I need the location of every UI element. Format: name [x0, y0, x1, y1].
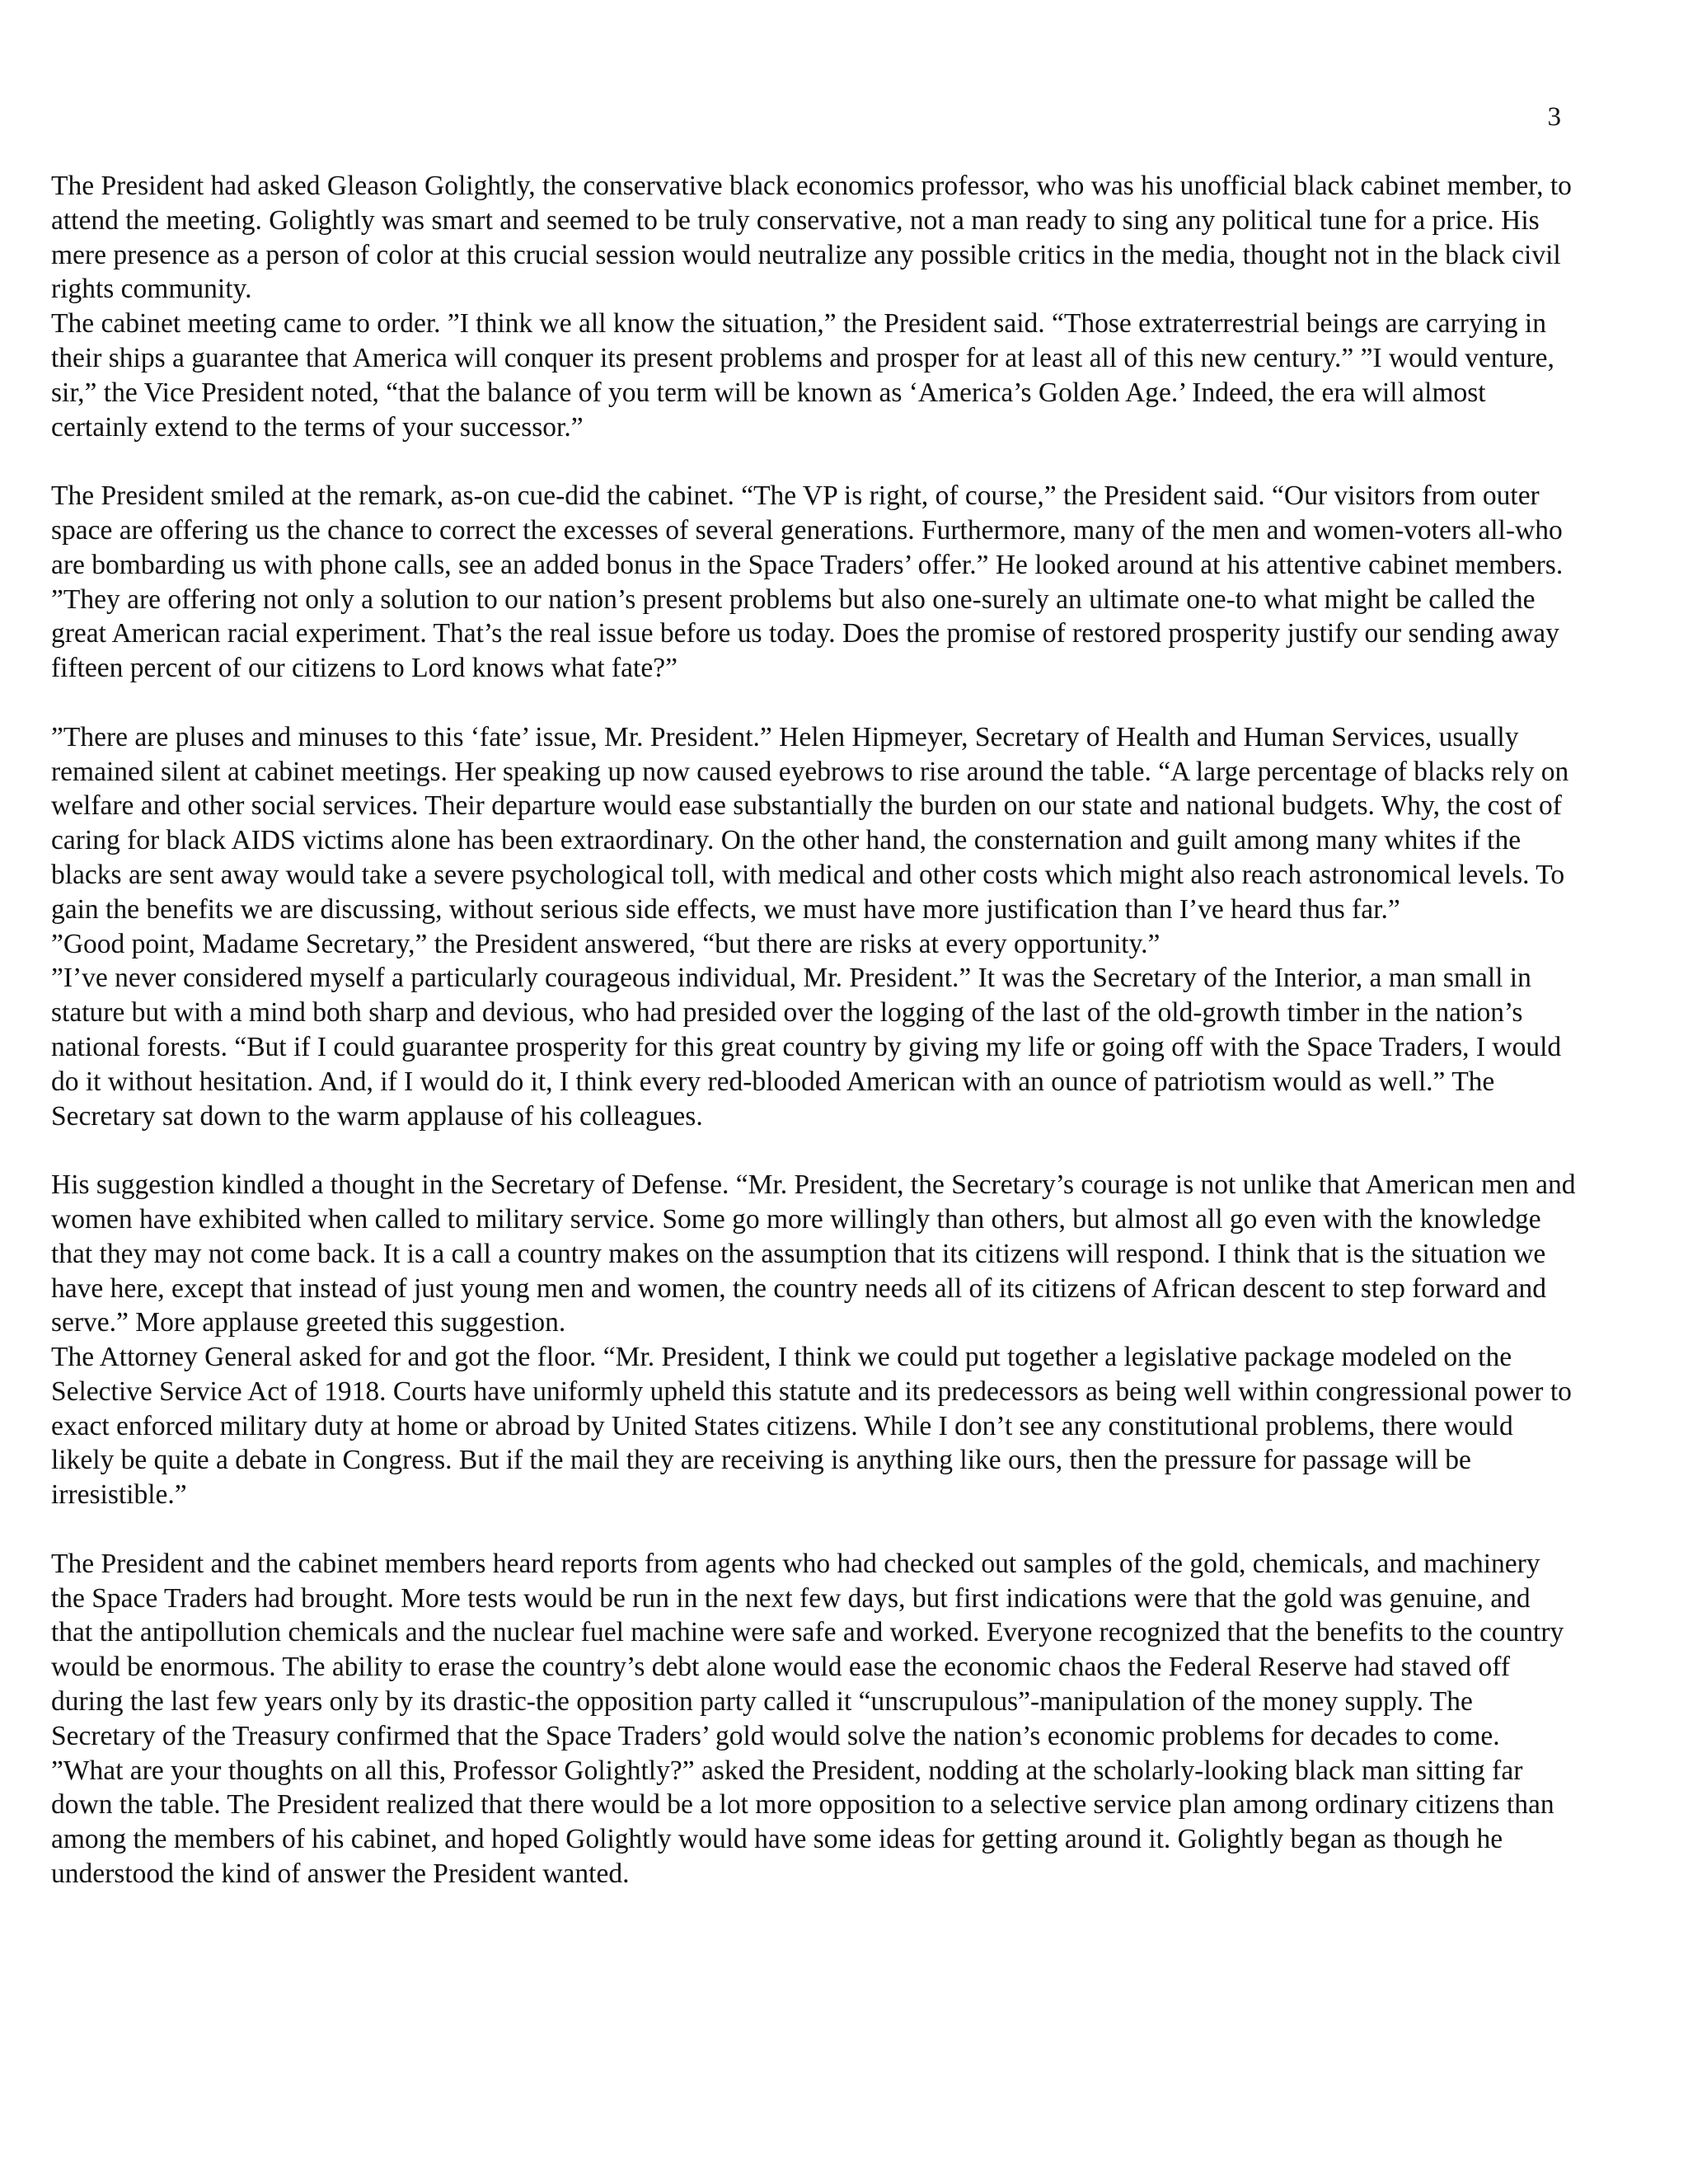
paragraph: ”There are pluses and minuses to this ‘fate’ issue, Mr. President.” Helen Hipmeyer, Secretary of Health and Human Services, usually remained silent at cabinet meetings. Her speaking up now caused eyebrows to rise around the table. “A large percentage of blacks rely on welfare and other social services. Their departure would ease substantially the burden on our state and national budgets. Why, the cost of caring for black AIDS victims alone has been extraordinary. On the other hand, the consternation and guilt among many whites if the blacks are sent away would take a severe psychological toll, with medical and other costs which might also reach astronomical levels. To gain the benefits we are discussing, without serious side effects, we must have more justification than I’ve heard thus far.” [51, 721, 1569, 925]
body-text [51, 169, 1576, 1891]
paragraph: The President and the cabinet members heard reports from agents who had checked out samples of the gold, chemicals, and machinery the Space Traders had brought. More tests would be run in the next few days, but first indications were that the gold was genuine, and that the antipollution chemicals and the nuclear fuel machine were safe and worked. Everyone recognized that the benefits to the country would be enormous. The ability to erase the country’s debt alone would ease the economic chaos the Federal Reserve had staved off during the last few years only by its drastic-the opposition party called it “unscrupulous”-manipulation of the money supply. The Secretary of the Treasury confirmed that the Space Traders’ gold would solve the nation’s economic problems for decades to come. [51, 1548, 1564, 1751]
page-number: 3 [1547, 102, 1561, 132]
paragraph: The President had asked Gleason Golightly, the conservative black economics professor, who was his unofficial black cabinet member, to attend the meeting. Golightly was smart and seemed to be truly conservative, not a man ready to sing any political tune for a price. His mere presence as a person of color at this crucial session would neutralize any possible critics in the media, thought not in the black civil rights community. [51, 171, 1572, 305]
paragraph: ”Good point, Madame Secretary,” the President answered, “but there are risks at every opportunity.” [51, 928, 1160, 959]
paragraph: His suggestion kindled a thought in the Secretary of Defense. “Mr. President, the Secretary’s courage is not unlike that American men and women have exhibited when called to military service. Some go more willingly than others, but almost all go even with the knowledge that they may not come back. It is a call a country makes on the assumption that its citizens will respond. I think that is the situation we have here, except that instead of just young men and women, the country needs all of its citizens of African descent to step forward and serve.” More applause greeted this suggestion. [51, 1169, 1576, 1338]
paragraph: The cabinet meeting came to order. ”I think we all know the situation,” the President said. “Those extraterrestrial beings are carrying in their ships a guarantee that America will conquer its present problems and prosper for at least all of this new century.” ”I would venture, sir,” the Vice President noted, “that the balance of you term will be known as ‘America’s Golden Age.’ Indeed, the era will almost certainly extend to the terms of your successor.” [51, 308, 1554, 443]
paragraph: The President smiled at the remark, as-on cue-did the cabinet. “The VP is right, of course,” the President said. “Our visitors from outer space are offering us the chance to correct the excesses of several generations. Furthermore, many of the men and women-voters all-who are bombarding us with phone calls, see an added bonus in the Space Traders’ offer.” He looked around at his attentive cabinet members. ”They are offering not only a solution to our nation’s present problems but also one-surely an ultimate one-to what might be called the great American racial experiment. That’s the real issue before us today. Does the promise of restored prosperity justify our sending away fifteen percent of our citizens to Lord knows what fate?” [51, 480, 1564, 684]
paragraph: ”What are your thoughts on all this, Professor Golightly?” asked the President, nodding at the scholarly-looking black man sitting far down the table. The President realized that there would be a lot more opposition to a selective service plan among ordinary citizens than among the members of his cabinet, and hoped Golightly would have some ideas for getting around it. Golightly began as though he understood the kind of answer the President wanted. [51, 1755, 1554, 1890]
paragraph: The Attorney General asked for and got the floor. “Mr. President, I think we could put together a legislative package modeled on the Selective Service Act of 1918. Courts have uniformly upheld this statute and its predecessors as being well within congressional power to exact enforced military duty at home or abroad by United States citizens. While I don’t see any constitutional problems, there would likely be quite a debate in Congress. But if the mail they are receiving is anything like ours, then the pressure for passage will be irresistible.” [51, 1342, 1572, 1511]
paragraph: ”I’ve never considered myself a particularly courageous individual, Mr. President.” It was the Secretary of the Interior, a man small in stature but with a mind both sharp and devious, who had presided over the logging of the last of the old-growth timber in the nation’s national forests. “But if I could guarantee prosperity for this great country by giving my life or going off with the Space Traders, I would do it without hesitation. And, if I would do it, I think every red-blooded American with an ounce of patriotism would as well.” The Secretary sat down to the warm applause of his colleagues. [51, 963, 1562, 1132]
